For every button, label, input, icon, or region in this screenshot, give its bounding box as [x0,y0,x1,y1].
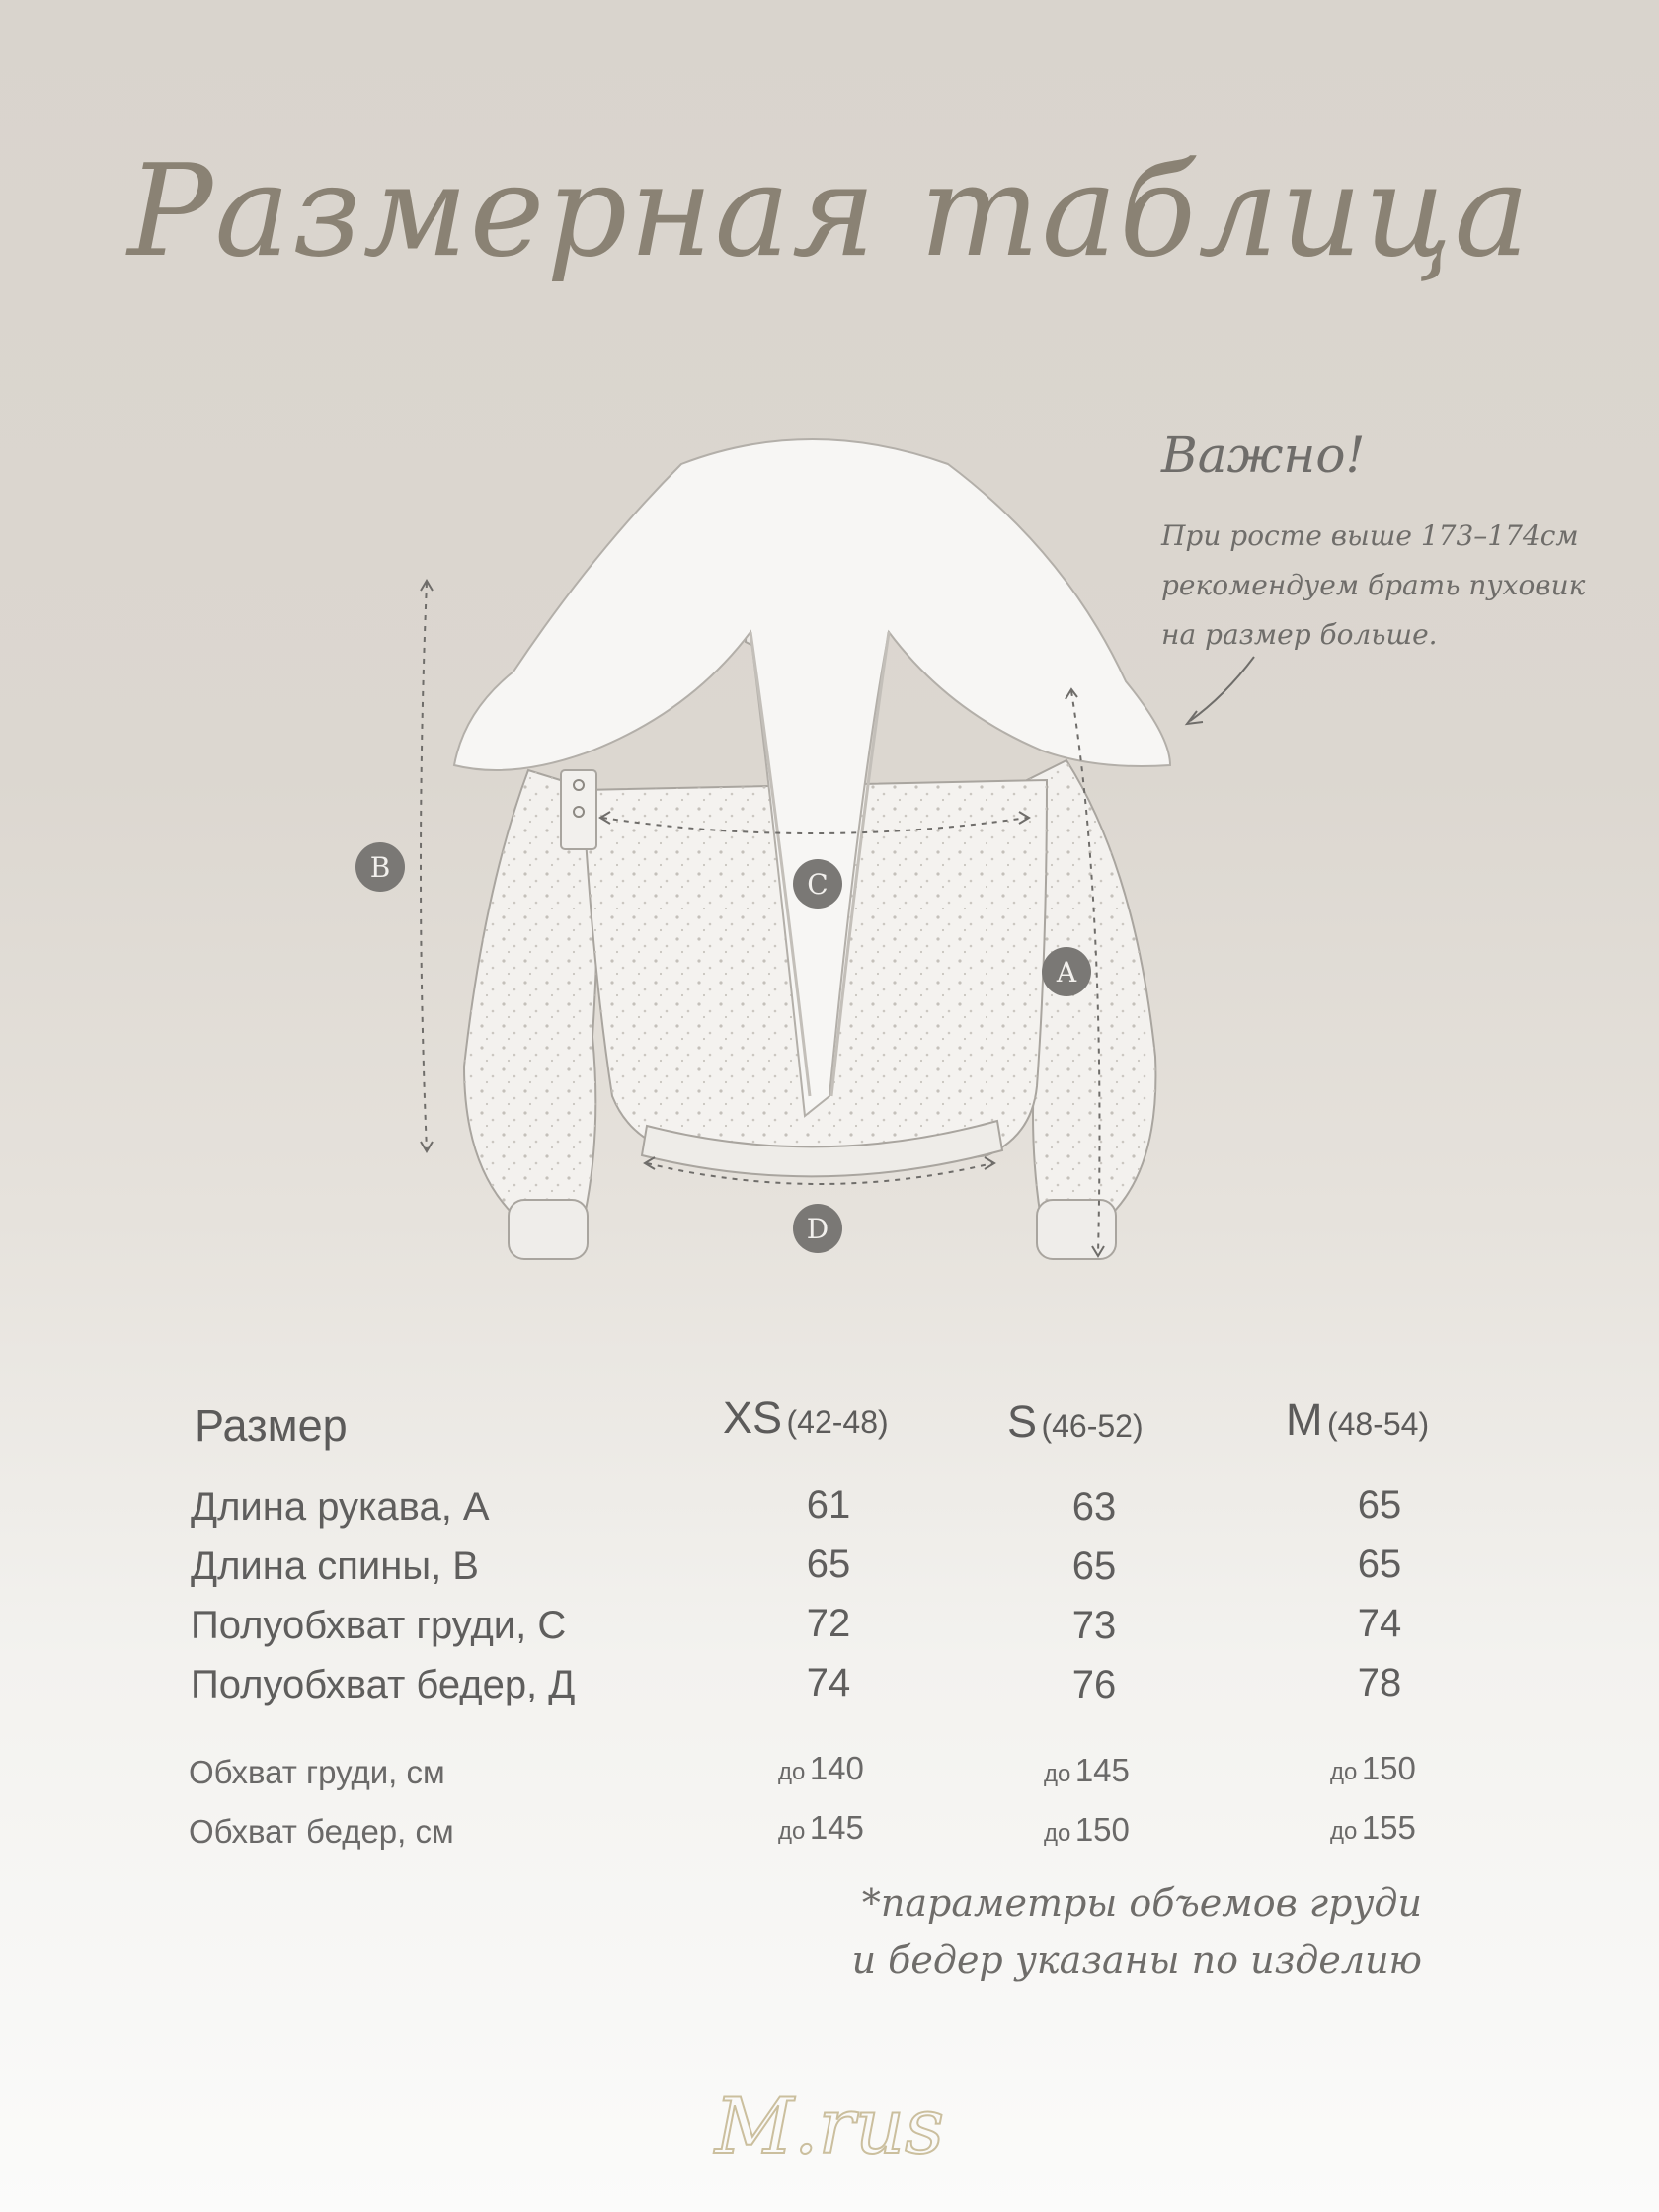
size-name: M [1286,1394,1323,1445]
table-cell: 74 [1357,1602,1402,1645]
table-cell [778,1809,864,1847]
note-arrow [1187,657,1254,724]
size-name: S [1007,1396,1038,1447]
size-header-s [1007,1396,1144,1448]
size-header-m [1286,1394,1429,1446]
row-label-chest-girth: Обхват груди, см [189,1754,445,1790]
table-cell [1330,1750,1416,1787]
size-name: XS [723,1392,783,1443]
brand-logo-text: M.rus [714,2083,945,2172]
table-cell [1044,1752,1130,1789]
row-label-hips: Полуобхват бедер, Д [191,1663,576,1706]
note-line: на размер больше. [1161,618,1438,651]
table-cell: 72 [806,1602,851,1645]
value-prefix: до [778,1759,806,1785]
brand-logo [681,2054,978,2192]
footnote [790,1874,1422,1989]
size-range: (48-54) [1326,1406,1430,1442]
value-number: 145 [1074,1752,1130,1788]
row-label-chest: Полуобхват груди, С [191,1604,567,1647]
measure-b-line [421,581,433,1151]
size-header-xs [723,1392,889,1444]
svg-text:D: D [806,1213,830,1245]
jacket-drawing [454,439,1170,1259]
table-cell: 65 [1357,1542,1402,1586]
footnote-line: и бедер указаны по изделию [851,1938,1422,1982]
row-label-hip-girth: Обхват бедер, см [189,1813,454,1850]
marker-d [793,1204,842,1253]
table-cell [1044,1811,1130,1849]
value-prefix: до [1044,1761,1071,1787]
value-number: 150 [1361,1750,1416,1786]
value-number: 155 [1361,1809,1416,1846]
value-prefix: до [1330,1818,1358,1845]
table-cell: 61 [806,1483,851,1527]
value-number: 140 [809,1750,864,1786]
table-cell: 76 [1071,1663,1117,1706]
note-line: При росте выше 173–174см [1161,519,1579,552]
size-range: (42-48) [786,1404,889,1440]
value-prefix: до [1044,1820,1071,1847]
value-prefix: до [778,1818,806,1845]
table-cell [778,1750,864,1787]
svg-text:A: A [1056,956,1077,988]
table-cell [1330,1809,1416,1847]
marker-c [793,859,842,908]
row-label-back: Длина спины, В [191,1544,479,1588]
marker-b [356,842,405,892]
size-table [0,1392,1659,1906]
row-label-sleeve: Длина рукава, А [191,1485,490,1529]
table-cell: 74 [806,1661,851,1704]
table-cell: 65 [806,1542,851,1586]
footnote-line: *параметры объемов груди [861,1881,1422,1925]
svg-text:C: C [807,868,829,901]
note-text [1161,512,1596,660]
marker-a [1042,947,1091,996]
table-cell: 65 [1357,1483,1402,1527]
note-line: рекомендуем брать пуховик [1161,569,1586,601]
page-title: Размерная таблица [127,138,1532,285]
value-prefix: до [1330,1759,1358,1785]
table-cell: 63 [1071,1485,1117,1529]
svg-text:B: B [369,851,391,884]
value-number: 145 [809,1809,864,1846]
size-range: (46-52) [1041,1408,1144,1444]
table-cell: 73 [1071,1604,1117,1647]
table-cell: 78 [1357,1661,1402,1704]
size-header-label: Размер [195,1400,348,1451]
value-number: 150 [1074,1811,1130,1848]
note-heading: Важно! [1161,427,1366,484]
table-cell: 65 [1071,1544,1117,1588]
